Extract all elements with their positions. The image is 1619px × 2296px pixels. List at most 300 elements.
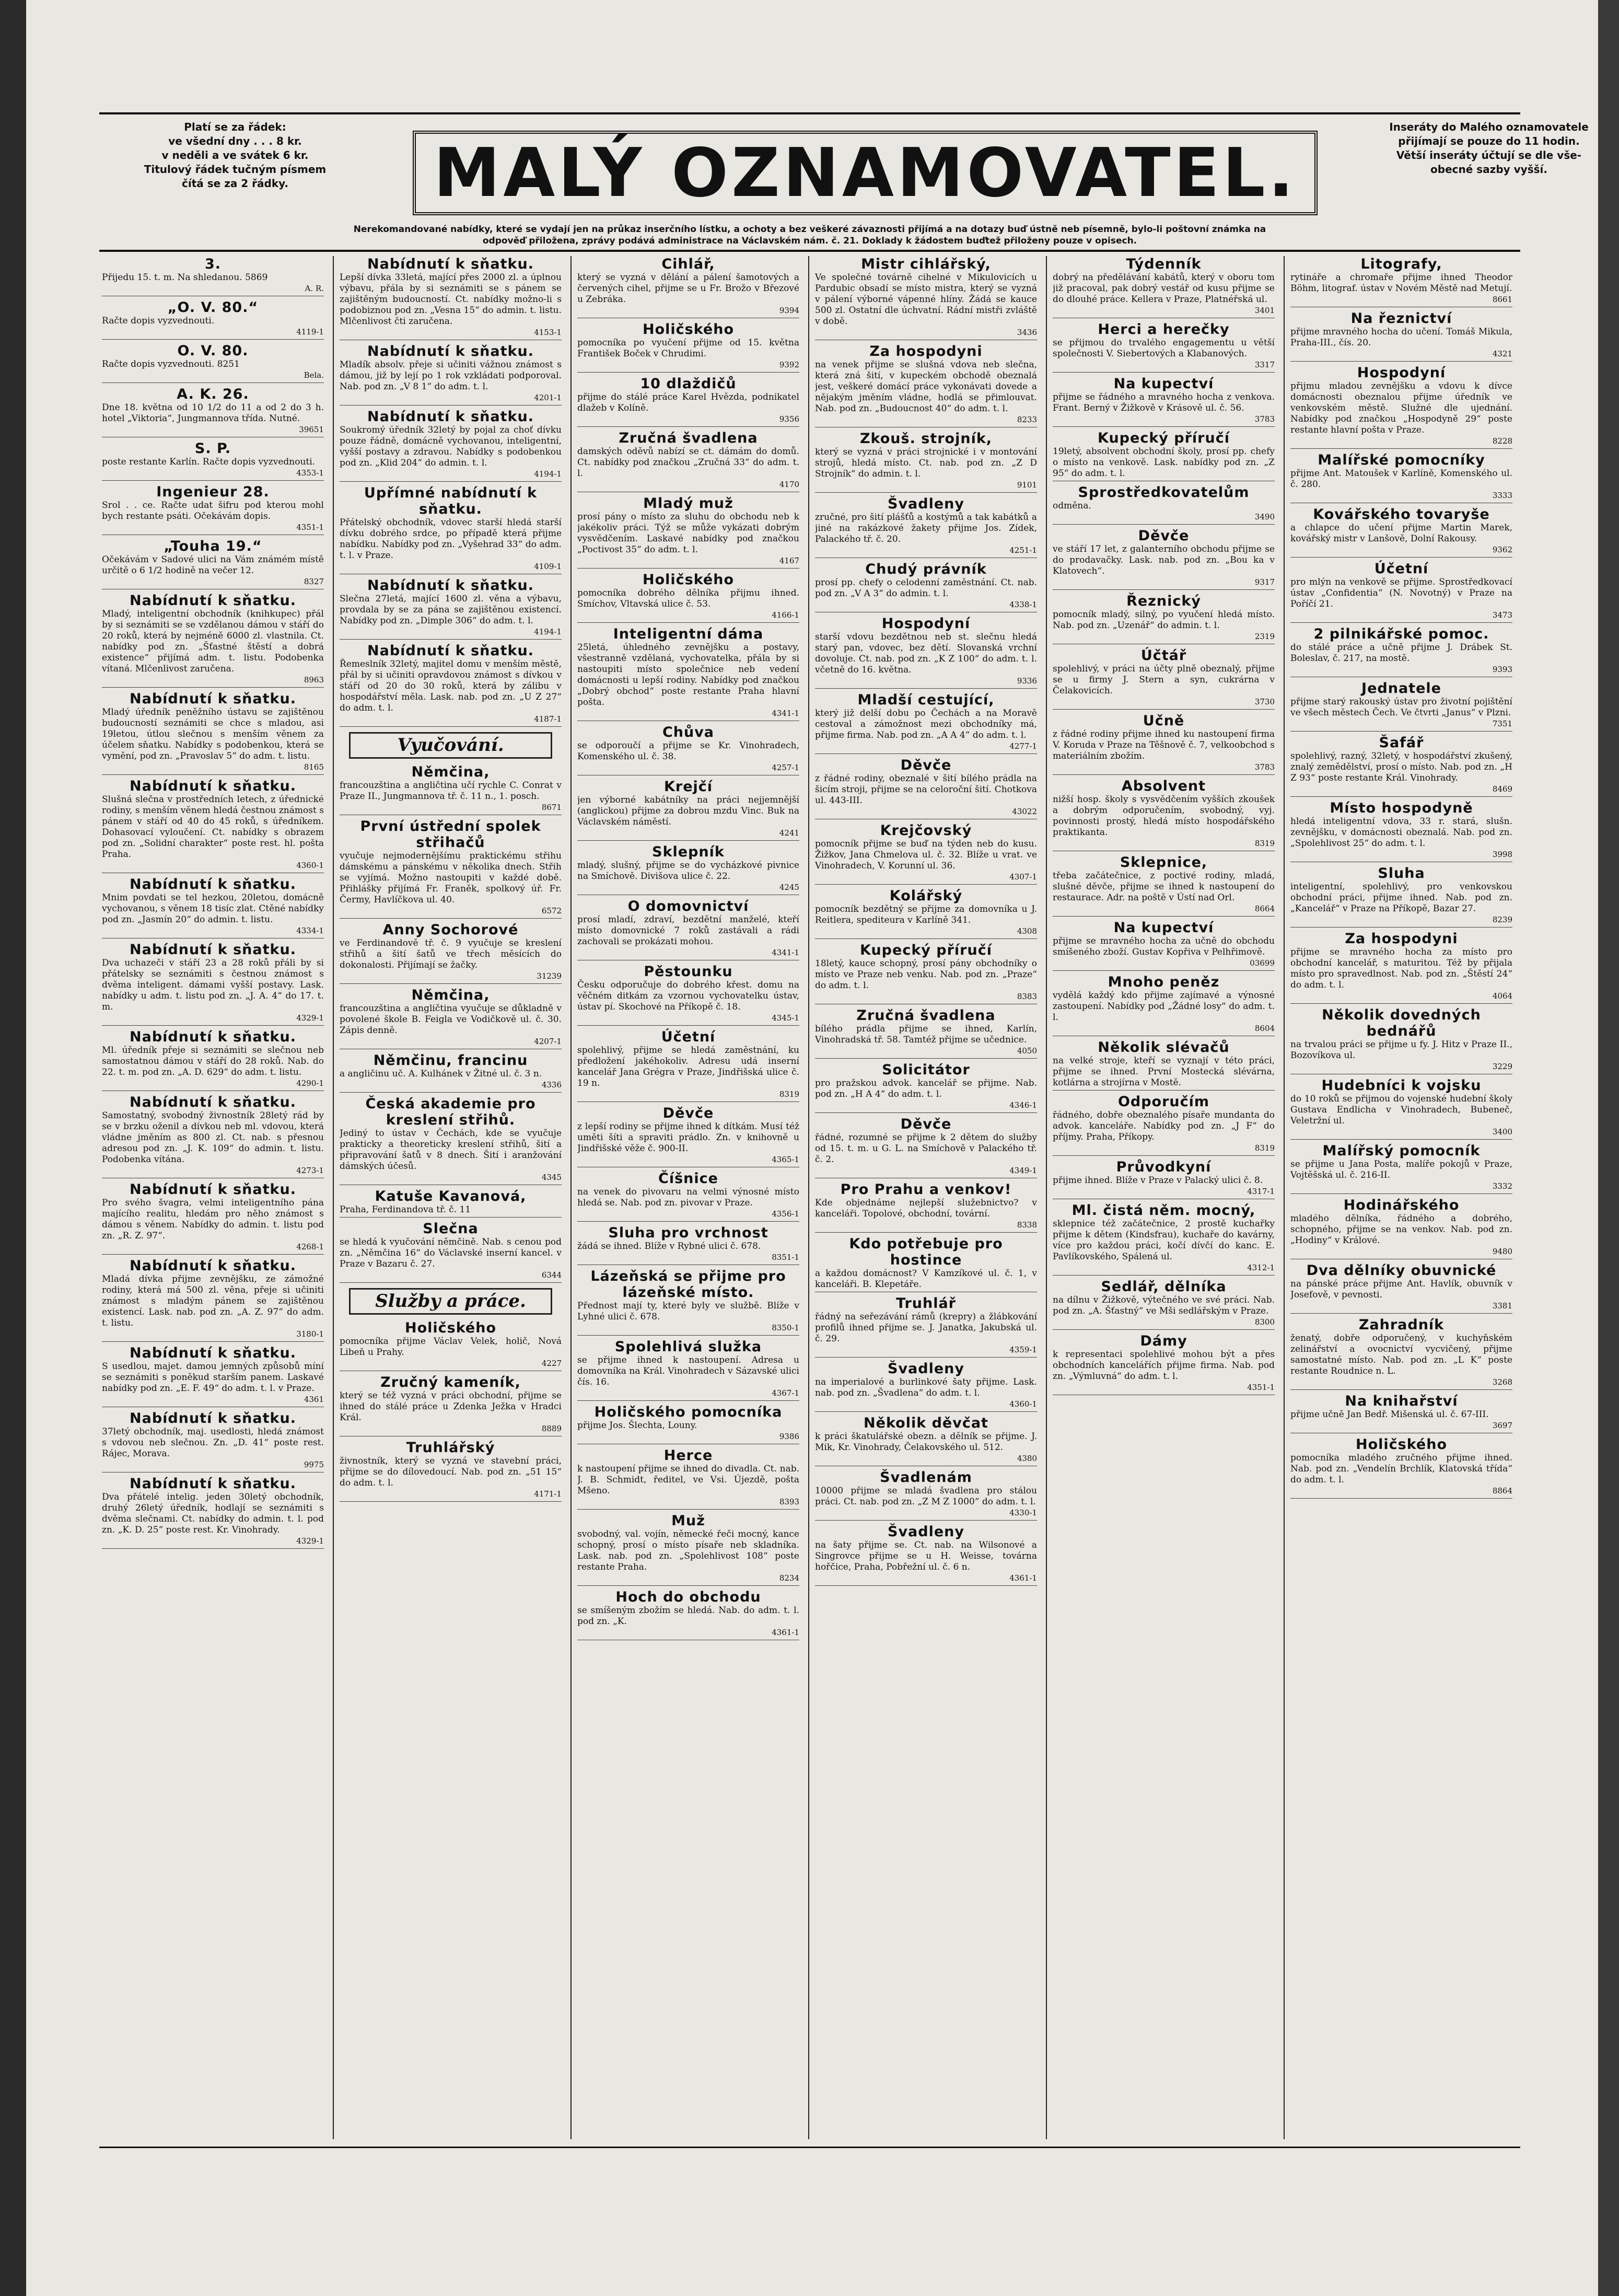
page-edge-left bbox=[0, 0, 26, 2296]
ad-body: spolehlivý, razný, 32letý, v hospodářství zkušený, znalý zemědělství, prosí o místo. Nab. pod zn. „H Z 93“ poste restante Král. Vinohrady. bbox=[1290, 751, 1512, 783]
ad-code: 9317 bbox=[1254, 577, 1275, 587]
ad-divider bbox=[102, 687, 324, 688]
ad-body: z lepší rodiny se přijme ihned k dítkám. Musí též uměti šíti a spraviti prádlo. Zn. v knihovně u Jindřišské věže č. 900-II. bbox=[577, 1121, 799, 1154]
ad-heading: Ingenieur 28. bbox=[156, 484, 270, 500]
ad-body: Česku odporučuje do dobrého křest. domu na věčném ditkám za vzornou vychovatelku ústav, ústav pí. Skochové na Příkopě č. 18. bbox=[577, 980, 799, 1012]
ad-code: 4365-1 bbox=[772, 1155, 799, 1164]
ad-heading: Švadleny bbox=[888, 1361, 964, 1377]
ad-divider bbox=[1290, 1498, 1512, 1499]
classified-ad bbox=[102, 942, 324, 1026]
ad-code: A. R. bbox=[305, 284, 324, 293]
ad-code: 9336 bbox=[1017, 676, 1037, 686]
ad-heading: Holičského bbox=[642, 572, 735, 588]
ad-heading: Němčina, bbox=[411, 764, 490, 780]
classified-ad bbox=[1290, 1077, 1512, 1140]
ad-code: 6572 bbox=[541, 906, 562, 915]
ad-divider bbox=[102, 1341, 324, 1342]
classified-ad bbox=[815, 1469, 1037, 1521]
ad-body: ve stáří 17 let, z galanterního obchodu přijme se do prodavačky. Lask. nab. pod zn. „Bou ka v Klatovech“. bbox=[1053, 544, 1275, 576]
ad-heading: Účetní bbox=[1374, 561, 1429, 577]
ad-code: 3730 bbox=[1254, 697, 1275, 706]
ad-code: 4201-1 bbox=[534, 393, 562, 402]
ad-divider bbox=[577, 622, 799, 623]
classified-ad bbox=[815, 343, 1037, 427]
classified-ad bbox=[340, 1188, 562, 1217]
ad-code: 4170 bbox=[779, 480, 799, 489]
classified-ad bbox=[1053, 484, 1275, 525]
ad-heading: Švadleny bbox=[888, 1524, 964, 1540]
ad-body: k nastoupení přijme se ihned do divadla. Ct. nab. J. B. Schmidt, ředitel, ve Vsi. Újezdě, pošta Mšeno. bbox=[577, 1464, 799, 1496]
ad-body: Račte dopis vyzvednouti. bbox=[102, 316, 215, 326]
ad-code: 4361-1 bbox=[1009, 1573, 1037, 1583]
ad-divider bbox=[577, 1509, 799, 1510]
ad-heading: Učně bbox=[1143, 713, 1185, 729]
classified-ad bbox=[577, 1268, 799, 1336]
ad-code: 4345 bbox=[541, 1173, 562, 1182]
classified-ad bbox=[340, 1374, 562, 1436]
ad-body: pomocníka dobrého dělníka přijmu ihned. Smíchov, Vltavská ulice č. 53. bbox=[577, 588, 799, 609]
ad-heading: Sluha pro vrchnost bbox=[608, 1225, 768, 1241]
ad-heading: Litografy, bbox=[1360, 256, 1442, 272]
ad-heading: Průvodkyní bbox=[1116, 1159, 1212, 1175]
ad-divider bbox=[815, 1112, 1037, 1113]
ad-heading: Absolvent bbox=[1121, 778, 1206, 794]
classified-ad bbox=[1053, 376, 1275, 427]
ad-code: 9392 bbox=[779, 360, 799, 369]
classified-ad bbox=[102, 1181, 324, 1255]
classified-ad bbox=[1053, 1279, 1275, 1330]
classified-ad bbox=[577, 1404, 799, 1444]
ad-code: 4341-1 bbox=[772, 709, 799, 718]
ad-heading: Sprostředkovatelům bbox=[1078, 484, 1250, 501]
column-rule bbox=[570, 256, 572, 2139]
ad-body: nižší hosp. školy s vysvědčením vyšších zkoušek a dobrým odporučením, svobodný, vyj. povinnosti prostý, hledá místo hospodářského praktikanta. bbox=[1053, 794, 1275, 838]
ad-heading: Katuše Kavanová, bbox=[375, 1188, 527, 1204]
top-rule bbox=[99, 112, 1520, 114]
ad-body: Mladý úředník peněžního ústavu se zajištěnou budoucností seznámiti se chce s mladou, asi 19letou, útlou slečnou s menším věnem za účelem sňatku. Nabídky s podobenkou, která se vymění, pod zn. „Pravoslav 5“ do adm. t. listu. bbox=[102, 707, 324, 761]
ad-body: pomocník mladý, silný, po vyučení hledá místo. Nab. pod zn. „Uzenář“ do admin. t. l. bbox=[1053, 609, 1275, 631]
ad-body: přijme učně Jan Bedř. Mišenská ul. č. 67-III. bbox=[1290, 1409, 1489, 1420]
ad-divider bbox=[340, 918, 562, 919]
ad-code: 8469 bbox=[1492, 784, 1512, 794]
ad-code: 4171-1 bbox=[534, 1489, 562, 1499]
ad-divider bbox=[815, 1585, 1037, 1586]
classified-ad bbox=[815, 822, 1037, 885]
ad-column bbox=[1290, 256, 1512, 2139]
ad-code: 3473 bbox=[1492, 610, 1512, 620]
ad-divider bbox=[1053, 916, 1275, 917]
ad-heading: „Touha 19.“ bbox=[164, 538, 262, 554]
ad-heading: Česká akademie pro kreslení střihů. bbox=[365, 1096, 536, 1128]
ad-code: 8234 bbox=[779, 1573, 799, 1583]
ad-heading: Na kupectví bbox=[1113, 376, 1214, 392]
ad-code: 8864 bbox=[1492, 1486, 1512, 1495]
ad-code: 3490 bbox=[1254, 512, 1275, 521]
ad-code: 4194-1 bbox=[534, 627, 562, 636]
ad-body: Praha, Ferdinandova tř. č. 11 bbox=[340, 1204, 471, 1215]
classified-ad bbox=[1053, 256, 1275, 318]
ad-divider bbox=[1053, 589, 1275, 590]
classified-ad bbox=[1053, 647, 1275, 710]
ad-divider bbox=[340, 481, 562, 482]
ad-body: Mnim povdati se tel hezkou, 20letou, domácně vychovanou, s věnem 18 tisíc zlat. Ctěné nabídky pod zn. „Jasmín 20“ do admin. t. listu. bbox=[102, 892, 324, 925]
ad-code: 8661 bbox=[1492, 295, 1512, 304]
ad-body: Přednost mají ty, které byly ve službě. Blíže v Lyhné ulici č. 678. bbox=[577, 1301, 799, 1322]
ad-body: francouzština a angličtina učí rychle C. Conrat v Praze II., Jungmannova tř. č. 11 n., 1. posch. bbox=[340, 780, 562, 802]
ad-body: z řádné rodiny, obeznalé v šití bílého prádla na šicím stroji, přijme se na celoroční šití. Chotkova ul. 443-III. bbox=[815, 773, 1037, 806]
ad-code: 2319 bbox=[1254, 632, 1275, 641]
ad-heading: Muž bbox=[671, 1513, 705, 1529]
ad-body: spolehlivý, přijme se hledá zaměstnání, ku předložení jakéhokoliv. Adresu udá inserní kancelář Jana Grégra v Praze, Jindřišská ulice č. 19 n. bbox=[577, 1045, 799, 1088]
classified-ad bbox=[102, 1476, 324, 1549]
ad-heading: Sklepnice, bbox=[1120, 854, 1208, 871]
classified-ad bbox=[815, 1236, 1037, 1292]
info-line: obecné sazby vyšší. bbox=[1430, 163, 1547, 176]
ad-divider bbox=[815, 688, 1037, 689]
ad-heading: 10 dlaždičů bbox=[640, 376, 737, 392]
ad-divider bbox=[1290, 1139, 1512, 1140]
classified-ad bbox=[815, 1181, 1037, 1233]
ad-body: který se vyzná v dělání a pálení šamotových a červených cihel, přijme se u Fr. Brožo v Březové u Zebráka. bbox=[577, 272, 799, 305]
ad-code: 9356 bbox=[779, 414, 799, 424]
ad-code: 4341-1 bbox=[772, 948, 799, 957]
ad-code: 4336 bbox=[541, 1080, 562, 1089]
ad-body: prosí pp. chefy o celodenní zaměstnání. Ct. nab. pod zn. „V A 3“ do admin. t. l. bbox=[815, 577, 1037, 599]
ad-divider bbox=[815, 1232, 1037, 1233]
ad-code: 4273-1 bbox=[296, 1166, 324, 1175]
ad-body: na dílnu v Žižkově, výtečného ve své práci. Nab. pod zn. „A. Šťastný“ ve Mši sedlářským v Praze. bbox=[1053, 1295, 1275, 1316]
ad-body: se odporoučí a přijme se Kr. Vinohradech, Komenského ul. č. 38. bbox=[577, 740, 799, 762]
ad-code: 39651 bbox=[299, 425, 324, 434]
classified-ad bbox=[577, 964, 799, 1026]
ad-heading: Sedlář, dělníka bbox=[1101, 1279, 1227, 1295]
ad-heading: Nabídnutí k sňatku. bbox=[130, 1345, 296, 1361]
ad-heading: Děvče bbox=[1138, 528, 1190, 544]
classified-ad bbox=[102, 256, 324, 296]
ad-body: 37letý obchodník, maj. usedlosti, hledá známost s vdovou neb slečnou. Zn. „D. 41“ poste rest. Rájec, Morava. bbox=[102, 1427, 324, 1459]
ad-divider bbox=[815, 492, 1037, 493]
ad-heading: Nabídnutí k sňatku. bbox=[367, 577, 534, 594]
ad-code: 8963 bbox=[304, 675, 324, 685]
classified-ad bbox=[340, 577, 562, 640]
classified-ad bbox=[815, 1524, 1037, 1586]
ad-body: vydělá každý kdo přijme zajímavé a výnosné zastoupení. Nabídky pod „Žádné losy“ do adm. t. l. bbox=[1053, 990, 1275, 1023]
ad-heading: Spolehlivá služka bbox=[614, 1339, 762, 1355]
ad-divider bbox=[1290, 1389, 1512, 1390]
ad-code: 4257-1 bbox=[772, 763, 799, 772]
classified-ad bbox=[102, 484, 324, 535]
ad-body: svobodný, val. vojín, německé řeči mocný, kance schopný, prosí o místo písaře neb skladníka. Lask. nab. pod zn. „Spolehlivost 108“ poste restante Praha. bbox=[577, 1529, 799, 1572]
ad-heading: Malířské pomocníky bbox=[1318, 452, 1485, 468]
ad-column bbox=[815, 256, 1037, 2139]
classified-ad bbox=[577, 1339, 799, 1401]
classified-ad bbox=[102, 1258, 324, 1342]
ad-heading: „O. V. 80.“ bbox=[167, 299, 259, 316]
ad-code: 9101 bbox=[1017, 480, 1037, 490]
ad-body: přijme do stálé práce Karel Hvězda, podnikatel dlažeb v Kolíně. bbox=[577, 392, 799, 413]
ad-divider bbox=[577, 426, 799, 427]
ad-code: 3697 bbox=[1492, 1421, 1512, 1430]
ad-code: 4351-1 bbox=[296, 523, 324, 532]
classified-ad bbox=[340, 485, 562, 574]
ad-body: se smíšeným zbožím se hledá. Nab. do adm. t. l. pod zn. „K. bbox=[577, 1605, 799, 1627]
classified-ad bbox=[102, 1345, 324, 1407]
ad-heading: 2 pilnikářské pomoc. bbox=[1313, 626, 1489, 642]
classified-ad bbox=[1290, 865, 1512, 927]
ad-heading: O. V. 80. bbox=[177, 343, 249, 359]
classified-ad bbox=[1290, 310, 1512, 362]
ad-code: 8338 bbox=[1017, 1220, 1037, 1230]
ad-body: na trvalou práci se přijme u fy. J. Hitz v Praze II., Bozovíkova ul. bbox=[1290, 1039, 1512, 1061]
ad-code: 9394 bbox=[779, 306, 799, 315]
ad-divider bbox=[577, 1335, 799, 1336]
ad-divider bbox=[1053, 709, 1275, 710]
ad-heading: Holičského bbox=[642, 321, 735, 338]
ad-code: 8351-1 bbox=[772, 1253, 799, 1262]
ad-body: přijme starý rakouský ústav pro životní pojištění ve všech městech Čech. Ve čtvrti „Janus“ v Plzni. bbox=[1290, 697, 1512, 718]
classified-ad bbox=[1290, 1007, 1512, 1074]
ad-code: 4109-1 bbox=[534, 562, 562, 571]
classified-ad bbox=[1290, 452, 1512, 503]
ad-heading: Nabídnutí k sňatku. bbox=[130, 593, 296, 609]
ad-heading: Nabídnutí k sňatku. bbox=[130, 1258, 296, 1274]
ad-heading: Hospodyní bbox=[881, 616, 971, 632]
classified-ad bbox=[815, 942, 1037, 1004]
ad-heading: Chudý právník bbox=[865, 561, 987, 577]
ad-body: pomocníka přijme Václav Velek, holič, Nová Libeň u Prahy. bbox=[340, 1336, 562, 1358]
ad-heading: Nabídnutí k sňatku. bbox=[130, 942, 296, 958]
ad-heading: Hodinářského bbox=[1343, 1197, 1460, 1213]
ad-heading: Nabídnutí k sňatku. bbox=[130, 1410, 296, 1427]
ad-code: 8319 bbox=[1254, 1143, 1275, 1153]
ad-divider bbox=[577, 1101, 799, 1102]
price-line: Platí se za řádek: bbox=[184, 121, 286, 133]
ad-code: 3436 bbox=[1017, 328, 1037, 337]
ad-body: vyučuje nejmodernějšímu praktickému střihu dámskému a pánskému v několika dnech. Střih se vyjímá. Možno nastoupiti v každé době. Přihlášky přijímá Fr. Franěk, spolkový úř. Fr. Čermy, Havlíčkova ul. 40. bbox=[340, 851, 562, 905]
ad-heading: A. K. 26. bbox=[177, 386, 249, 402]
insertion-info-box bbox=[1353, 120, 1619, 219]
ad-code: 4187-1 bbox=[534, 714, 562, 724]
ad-body: pro mlýn na venkově se přijme. Sprostředkovací ústav „Confidentia“ (N. Novotný) v Praze na Poříčí 21. bbox=[1290, 577, 1512, 609]
ad-divider bbox=[102, 480, 324, 481]
ad-heading: Mnoho peněz bbox=[1108, 974, 1220, 990]
ad-body: k representaci spolehlivé mohou být a přes obchodních kancelářích přijme firma. Nab. pod zn. „Výmluvná“ do adm. t. l. bbox=[1053, 1349, 1275, 1382]
ad-heading: Holičského bbox=[404, 1320, 497, 1336]
ad-divider bbox=[1290, 731, 1512, 732]
ad-body: Přátelský obchodník, vdovec starší hledá starší dívku dobrého srdce, po případě která přijme nabídku. Nabídky pod zn. „Vyšehrad 33“ do adm. t. l. v Praze. bbox=[340, 517, 562, 561]
ad-heading: Herce bbox=[663, 1447, 713, 1464]
ad-heading: Nabídnutí k sňatku. bbox=[130, 1029, 296, 1045]
ad-code: 3180-1 bbox=[296, 1329, 324, 1339]
classified-ad bbox=[1290, 735, 1512, 797]
classified-ad bbox=[1053, 920, 1275, 971]
classified-ad bbox=[1290, 365, 1512, 449]
classified-ad bbox=[577, 321, 799, 373]
ad-code: 4361-1 bbox=[772, 1628, 799, 1637]
classified-ad bbox=[1053, 528, 1275, 590]
ad-body: 18letý, kauce schopný, prosí pány obchodníky o místo ve Praze neb venku. Nab. pod zn. „Praze“ do adm. t. l. bbox=[815, 958, 1037, 991]
ad-body: pro pražskou advok. kancelář se přijme. Nab. pod zn. „H A 4“ do adm. t. l. bbox=[815, 1078, 1037, 1099]
ad-body: na venek do pivovaru na velmi výnosné místo hledá se. Nab. pod zn. pivovar v Praze. bbox=[577, 1187, 799, 1208]
ad-body: se hledá k vyučování němčině. Nab. s cenou pod zn. „Němčina 16“ do Václavské inserní kancel. v Praze v Bazaru č. 27. bbox=[340, 1237, 562, 1269]
ad-body: Pro svého švagra, velmi inteligentního pána majícího realitu, hledám pro něho známost s dámou s věnem. Nabídky do admin. t. listu pod zn. „R. Z. 97“. bbox=[102, 1198, 324, 1241]
ad-body: se přijme ihned k nastoupení. Adresa u domovníka na Král. Vinohradech v Sázavské ulici čís. 16. bbox=[577, 1355, 799, 1387]
classified-ad bbox=[815, 616, 1037, 689]
ad-divider bbox=[577, 840, 799, 841]
bottom-rule bbox=[99, 2147, 1520, 2148]
classified-ad bbox=[815, 1295, 1037, 1358]
ad-divider bbox=[1053, 774, 1275, 775]
ad-code: 4346-1 bbox=[1009, 1100, 1037, 1110]
ad-code: 4359-1 bbox=[1009, 1345, 1037, 1354]
classified-ad bbox=[1290, 1262, 1512, 1314]
classified-ad bbox=[102, 778, 324, 873]
ad-body: poste restante Karlín. Račte dopis vyzvednouti. bbox=[102, 457, 316, 467]
ad-code: 3783 bbox=[1254, 762, 1275, 772]
ad-body: který již delší dobu po Čechách a na Moravě cestoval a zámožnost mezi obchodníky má, přijme firma. Nab. pod zn. „A A 4“ do adm. t. l. bbox=[815, 708, 1037, 740]
ad-body: na pánské práce přijme Ant. Havlík, obuvník v Josefově, v pevnosti. bbox=[1290, 1279, 1512, 1300]
ad-body: hledá inteligentní vdova, 33 r. stará, slušn. zevnějšku, v domácnosti obeznalá. Nab. pod zn. „Spolehlivost 25“ do adm. t. l. bbox=[1290, 816, 1512, 849]
ad-code: 4329-1 bbox=[296, 1013, 324, 1023]
ad-heading: Malířský pomocník bbox=[1322, 1143, 1481, 1159]
ad-body: damských oděvů nabízí se ct. dámám do domů. Ct. nabídky pod značkou „Zručná 33“ do adm. t. l. bbox=[577, 446, 799, 479]
ad-body: přijme ihned. Blíže v Praze v Palacký ulici č. 8. bbox=[1053, 1175, 1263, 1186]
ad-code: 31239 bbox=[537, 971, 562, 981]
ad-heading: Sklepník bbox=[652, 844, 725, 860]
ad-body: pomocníka mladého zručného přijme ihned. Nab. pod zn. „Vendelín Brchlík, Klatovská třída“ do adm. t. l. bbox=[1290, 1453, 1512, 1485]
ad-heading: Zručná švadlena bbox=[856, 1007, 996, 1024]
ad-divider bbox=[577, 1221, 799, 1222]
ad-heading: Kdo potřebuje pro hostince bbox=[849, 1236, 1003, 1268]
classified-ad bbox=[102, 1094, 324, 1178]
ad-body: který se též vyzná v práci obchodní, přijme se ihned do stálé práce u Zdenka Ježka v Hradci Král. bbox=[340, 1390, 562, 1423]
price-line: v neděli a ve svátek 6 kr. bbox=[161, 149, 309, 161]
ad-heading: Týdenník bbox=[1126, 256, 1202, 272]
ad-heading: Kovářského tovaryše bbox=[1313, 506, 1490, 523]
ad-body: třeba začátečnice, z poctivé rodiny, mladá, slušné děvče, přijme se ihned k nastoupení do restaurace. Adr. na poště v Ústí nad Orl. bbox=[1053, 871, 1275, 903]
ad-divider bbox=[1290, 1003, 1512, 1004]
classified-ad bbox=[102, 343, 324, 383]
ad-heading: Místo hospodyně bbox=[1330, 800, 1473, 816]
ad-heading: Němčinu, francinu bbox=[373, 1052, 528, 1069]
ad-heading: Němčina, bbox=[411, 987, 490, 1003]
ad-body: na venek přijme se slušná vdova neb slečna, která zná šití, v kupeckém obchodě obeznalá jest, veškeré domácí práce vykonávati dovede a nějakým jměním vládne, hodlá se přimlouvat. Nab. pod zn. „Budoucnost 40“ do adm. t. l. bbox=[815, 360, 1037, 414]
ad-divider bbox=[1053, 1155, 1275, 1156]
classified-ad bbox=[577, 1105, 799, 1167]
ad-body: rytináře a chromaře přijme ihned Theodor Böhm, litograf. ústav v Novém Městě nad Metují. bbox=[1290, 272, 1512, 294]
ad-divider bbox=[1290, 1313, 1512, 1314]
masthead bbox=[99, 120, 1589, 219]
ad-code: 4349-1 bbox=[1009, 1166, 1037, 1175]
ad-code: 4380 bbox=[1017, 1454, 1037, 1463]
ad-body: do 10 roků se přijmou do vojenské hudební školy Gustava Endlicha v Vinohradech, Bubeneč, Veletržní ul. bbox=[1290, 1094, 1512, 1126]
ad-divider bbox=[1290, 448, 1512, 449]
ad-body: dobrý na předělávání kabátů, který v oboru tom již pracoval, pak dobrý vestář od kusu přijme se do dlouhé práce. Kellera v Praze, Platnéřská ul. bbox=[1053, 272, 1275, 305]
ad-body: Kde objednáme nejlepší služebnictvo? v kanceláři. Topolové, obchodní, tovární. bbox=[815, 1198, 1037, 1219]
classified-ad bbox=[577, 1447, 799, 1510]
ad-body: na imperialové a burlinkové šaty přijme. Lask. nab. pod zn. „Švadlena“ do adm. t. l. bbox=[815, 1377, 1037, 1398]
ad-heading: Nabídnutí k sňatku. bbox=[130, 691, 296, 707]
ad-heading: Hudebníci k vojsku bbox=[1321, 1077, 1482, 1094]
ad-body: jen výborné kabátníky na práci nejjemnější (anglickou) přijme za dobrou mzdu Vinc. Buk na Václavském náměstí. bbox=[577, 795, 799, 827]
classified-ad bbox=[577, 1170, 799, 1222]
ad-body: řádný na seřezávání rámů (krepry) a žlábkování profilů ihned přijme se. J. Janatka, Jakubská ul. č. 29. bbox=[815, 1312, 1037, 1344]
ad-divider bbox=[1290, 361, 1512, 362]
ad-body: Očekávám v Sadové ulici na Vám známém místě určitě o 6 1/2 hodině na večer 12. bbox=[102, 554, 324, 576]
classified-ad bbox=[815, 1062, 1037, 1113]
ad-heading: Účetní bbox=[661, 1029, 716, 1045]
classified-ad bbox=[577, 724, 799, 775]
classified-ad bbox=[1290, 1436, 1512, 1499]
ad-heading: Nabídnutí k sňatku. bbox=[130, 778, 296, 794]
ad-body: přijmu mladou zevnějšku a vdovu k dívce domácnosti obeznalou přijme úředník ve venkovském městě. Služné dle ujednání. Nabídky pod značkou „Hospodyně 29“ poste restante hlavní pošta v Praze. bbox=[1290, 381, 1512, 435]
ad-code: 4166-1 bbox=[772, 610, 799, 620]
ad-code: 4194-1 bbox=[534, 469, 562, 479]
ad-code: 4351-1 bbox=[1247, 1383, 1275, 1392]
ad-code: 8671 bbox=[541, 803, 562, 812]
classified-ad bbox=[1290, 1317, 1512, 1390]
ad-heading: Hoch do obchodu bbox=[615, 1589, 761, 1605]
ad-code: 4329-1 bbox=[296, 1536, 324, 1546]
classified-ad bbox=[577, 572, 799, 623]
ad-code: 8319 bbox=[1254, 839, 1275, 848]
classified-ad bbox=[815, 1415, 1037, 1466]
ad-code: 9393 bbox=[1492, 665, 1512, 674]
ad-body: Jediný to ústav v Čechách, kde se vyučuje prakticky a theoreticky kreslení střihů, šití a připravování šatů v 8 dnech. Šití i aranžování dámských účesů. bbox=[340, 1128, 562, 1172]
ad-body: S usedlou, majet. damou jemných způsobů míní se seznámiti s poněkud starším panem. Laskavé nabídky pod zn. „E. F. 49“ do adm. t. l. v Praze. bbox=[102, 1361, 324, 1394]
ad-divider bbox=[577, 1400, 799, 1401]
ad-body: Mladá dívka přijme zevnějšku, ze zámožné rodiny, která má 500 zl. věna, přeje si učiniti známost s mladým pánem se zajištěnou existencí. Lask. nab. pod zn. „A. Z. 97“ do adm. t. listu. bbox=[102, 1274, 324, 1328]
ad-heading: Anny Sochorové bbox=[382, 922, 519, 938]
classified-ad bbox=[1290, 1393, 1512, 1433]
ad-heading: Kolářský bbox=[889, 888, 963, 904]
ad-heading: Ml. čistá něm. mocný, bbox=[1071, 1202, 1256, 1219]
classified-ad bbox=[577, 1029, 799, 1102]
ad-body: přijme se mravného hocha za učně do obchodu smíšeného zboží. Gustav Kopřiva v Pelhřimově. bbox=[1053, 936, 1275, 957]
ad-code: 4050 bbox=[1017, 1046, 1037, 1056]
ad-body: Ve společné továrně cihelné v Mikulovicích u Pardubic obsadí se místo mistra, který se vyzná v pálení výborné vápenné hlíny. Žádá se kauce 500 zl. Ostatní dle úchvatní. Rádní mistři zvláště v době. bbox=[815, 272, 1037, 327]
ad-body: pomocník přijme se buď na týden neb do kusu. Žižkov, Jana Chmelova ul. č. 32. Blíže u vrat. ve Vinohradech, V. Korunní ul. 36. bbox=[815, 839, 1037, 871]
ad-code: 4153-1 bbox=[534, 328, 562, 337]
ad-heading: Děvče bbox=[900, 1116, 952, 1132]
ad-heading: Truhlář bbox=[896, 1295, 956, 1312]
ad-code: 9975 bbox=[304, 1460, 324, 1469]
ad-divider bbox=[1053, 426, 1275, 427]
ad-divider bbox=[340, 1282, 562, 1283]
info-line: přijímají se pouze do 11 hodin. bbox=[1398, 135, 1580, 147]
ad-body: přijme se řádného a mravného hocha z venkova. Frant. Berný v Žižkově v Krásově ul. č. 56. bbox=[1053, 392, 1275, 413]
ad-body: a chlapce do učení přijme Martin Marek, kovářský mistr v Lanšově, Dolní Rakousy. bbox=[1290, 523, 1512, 544]
ad-heading: Krejčí bbox=[663, 779, 713, 795]
ad-divider bbox=[1290, 1193, 1512, 1194]
ad-divider bbox=[340, 726, 562, 727]
ad-body: francouzština a angličtina vyučuje se důkladně v povolené škole B. Feigla ve Vodičkově ul. č. 30. Zápis denně. bbox=[340, 1003, 562, 1036]
ad-body: k práci škatulářské obezn. a dělník se přijme. J. Mik, Kr. Vinohrady, Čelakovského ul. 512. bbox=[815, 1431, 1037, 1453]
ad-divider bbox=[1053, 524, 1275, 525]
ad-heading: Holičského pomocníka bbox=[594, 1404, 783, 1420]
classified-ad bbox=[577, 779, 799, 841]
ad-body: Dne 18. května od 10 1/2 do 11 a od 2 do 3 h. hotel „Viktoria“, Jungmannova třída. Nutné. bbox=[102, 402, 324, 424]
ad-heading: Nabídnutí k sňatku. bbox=[367, 256, 534, 272]
ad-body: zručné, pro šití plášťů a kostýmů a tak kabátků a jiné na rakázkové žakety přijme Jos. Zídek, Palackého tř. č. 20. bbox=[815, 512, 1037, 544]
ad-body: žádá se ihned. Blíže v Rybné ulici č. 678. bbox=[577, 1241, 761, 1251]
ad-body: Řemeslník 32letý, majitel domu v menším městě, přál by si učiniti opravdovou známost s dívkou v stáří od 20 do 30 roků, která by zálibu v hospodářství měla. Lask. nab. pod zn. „U Z 27“ do adm. t. l. bbox=[340, 659, 562, 713]
ad-code: 4241 bbox=[779, 828, 799, 838]
classified-ad bbox=[340, 1052, 562, 1093]
ad-heading: O domovnictví bbox=[627, 898, 749, 914]
ad-column bbox=[1053, 256, 1275, 2139]
classified-ad bbox=[577, 495, 799, 569]
